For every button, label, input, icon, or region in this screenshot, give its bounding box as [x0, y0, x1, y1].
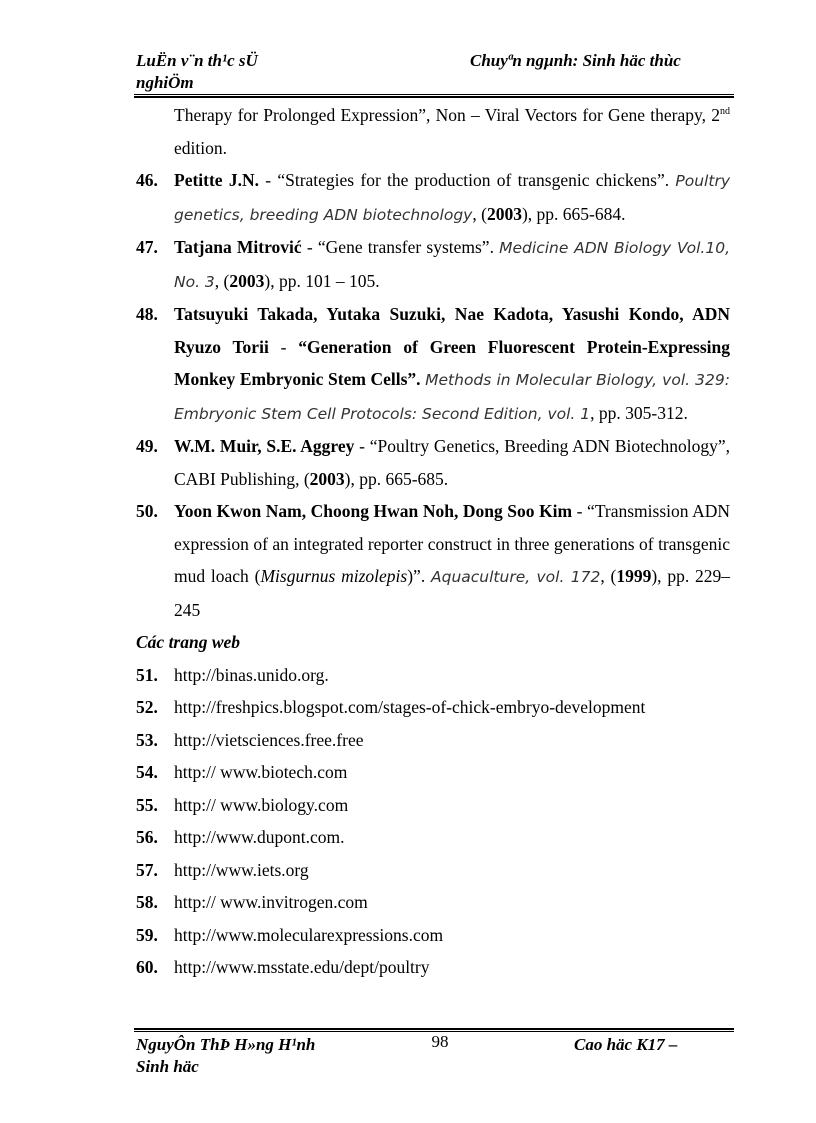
web-ref-60: 60. http://www.msstate.edu/dept/poultry — [136, 951, 730, 984]
reference-47: 47. Tatjana Mitrović - “Gene transfer systems”. Medicine ADN Biology Vol.10, No. 3, (2003), pp. 101 – 105. — [136, 237, 731, 291]
web-link[interactable]: http://www.iets.org — [174, 859, 309, 880]
header-thesis-label-2: nghiÖm — [136, 73, 194, 92]
web-ref-55: 55. http:// www.biology.com — [136, 789, 730, 822]
header-rule — [134, 94, 734, 98]
reference-48: 48. Tatsuyuki Takada, Yutaka Suzuki, Nae Kadota, Yasushi Kondo, ADN Ryuzo Torii - “Generation of Green Fluorescent Protein-Expressing Monkey Embryonic Stem Cells”. Methods in Molecular Biology, vol. 329: Embryonic Stem Cell Protocols: Second Edition, vol. 1, pp. 305-312. — [136, 304, 731, 423]
web-ref-56: 56. http://www.dupont.com. — [136, 821, 730, 854]
web-ref-58: 58. http:// www.invitrogen.com — [136, 886, 730, 919]
header-major: Chuyªn ngµnh: Sinh häc thùc — [470, 51, 681, 70]
web-ref-53: 53. http://vietsciences.free.free — [136, 724, 730, 757]
footer-author-name: NguyÔn ThÞ H»ng H¹nh — [136, 1035, 316, 1054]
footer-course: Cao häc K17 – — [574, 1035, 678, 1054]
reference-45-continuation: Therapy for Prolonged Expression”, Non – Viral Vectors for Gene therapy, 2nd edition. — [174, 105, 730, 158]
web-link[interactable]: http://binas.unido.org. — [174, 664, 329, 685]
reference-49: 49. W.M. Muir, S.E. Aggrey - “Poultry Genetics, Breeding ADN Biotechnology”, CABI Publishing, (2003), pp. 665-685. — [136, 436, 731, 489]
web-link[interactable]: http://www.molecularexpressions.com — [174, 924, 444, 945]
web-ref-52: 52. http://freshpics.blogspot.com/stages-of-chick-embryo-development — [136, 691, 730, 724]
page-number: 98 — [431, 1032, 449, 1051]
web-link[interactable]: http://www.dupont.com. — [174, 827, 345, 847]
header-left — [136, 50, 258, 94]
reference-list — [136, 99, 730, 984]
web-ref-59: 59. http://www.molecularexpressions.com — [136, 919, 730, 952]
footer-author — [136, 1034, 315, 1078]
web-link[interactable]: http://www.msstate.edu/dept/poultry — [174, 957, 430, 977]
web-link[interactable]: http://vietsciences.free.free — [174, 729, 364, 750]
reference-46: 46. Petitte J.N. - “Strategies for the production of transgenic chickens”. Poultry genetics, breeding ADN biotechnology, (2003), pp. 665-684. — [136, 170, 730, 224]
web-link[interactable]: http://freshpics.blogspot.com/stages-of-chick-embryo-development — [174, 697, 646, 717]
footer-author-dept: Sinh häc — [136, 1057, 199, 1076]
web-ref-57: 57. http://www.iets.org — [136, 854, 730, 887]
web-link[interactable]: http:// www.invitrogen.com — [174, 892, 368, 912]
web-link[interactable]: http:// www.biology.com — [174, 794, 349, 815]
web-section-title: Các trang web — [136, 632, 241, 652]
reference-50: 50. Yoon Kwon Nam, Choong Hwan Noh, Dong Soo Kim - “Transmission ADN expression of an integrated reporter construct in three generations of transgenic mud loach (Misgurnus mizolepis)”. Aquaculture, vol. 172, (1999), pp. 229–245 — [136, 501, 730, 620]
web-ref-51: 51. http://binas.unido.org. — [136, 659, 730, 692]
web-link[interactable]: http:// www.biotech.com — [174, 762, 348, 782]
web-ref-54: 54. http:// www.biotech.com — [136, 756, 730, 789]
header-thesis-label: LuËn v¨n th¹c sÜ — [136, 51, 258, 70]
